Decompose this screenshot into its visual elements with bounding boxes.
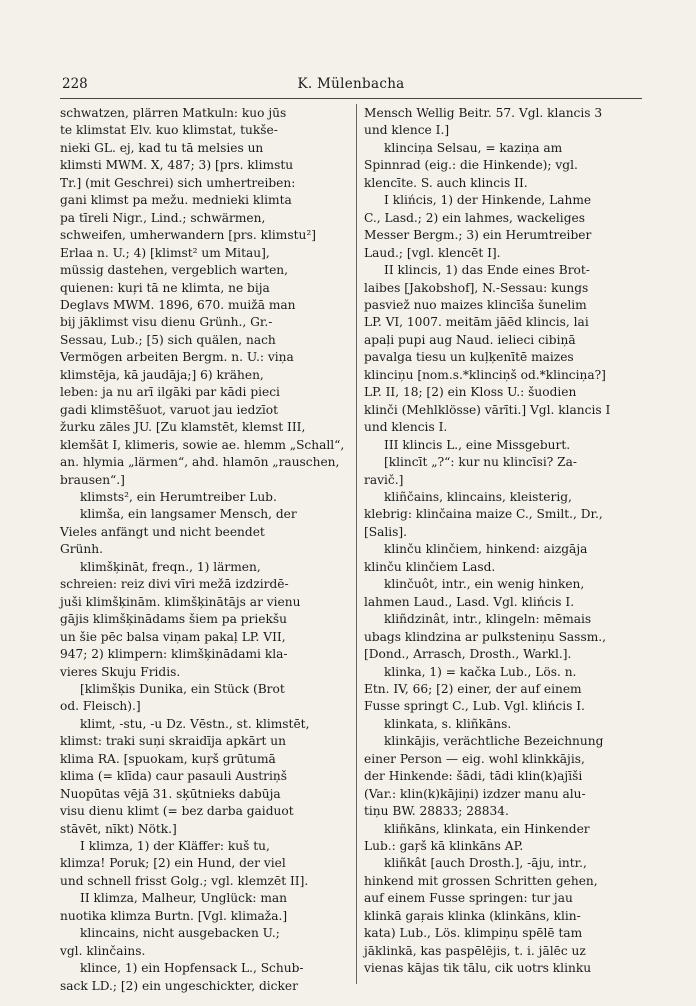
text-line: laibes [Jakobshof], N.-Sessau: kungs xyxy=(364,280,589,295)
dictionary-entry xyxy=(364,821,644,856)
text-line: juši klimšķinām. klimšķinātājs ar vienu xyxy=(60,594,301,609)
page-number: 228 xyxy=(62,76,88,92)
text-line: klinču klinčiem Lasd. xyxy=(364,559,496,574)
text-line: lahmen Laud., Lasd. Vgl. klińcis I. xyxy=(364,594,575,609)
text-line: klemšāt I, klimeris, sowie ae. hlemm „Schall“, xyxy=(60,437,345,452)
continuation-text xyxy=(364,105,644,140)
text-line: III klincis L., eine Missgeburt. xyxy=(384,437,571,452)
text-line: kata) Lub., Lös. klimpiņu spēlē tam xyxy=(364,926,583,941)
text-line: schweifen, umherwandern [prs. klimstu²] xyxy=(60,228,316,243)
text-line: quienen: kuŗi tā ne klimta, ne bija xyxy=(60,280,270,295)
text-line: leben: ja nu arī ilgāki par kādi pieci xyxy=(60,385,280,400)
text-line: und schnell frisst Golg.; vgl. klemzēt II]. xyxy=(60,873,309,888)
dictionary-entry xyxy=(364,140,644,192)
text-line: tiņu BW. 28833; 28834. xyxy=(364,804,509,819)
text-line: klinču klinčiem, hinkend: aizgāja xyxy=(384,542,588,557)
dictionary-entry xyxy=(364,437,644,454)
dictionary-entry xyxy=(364,541,644,576)
text-line: [Dond., Arrasch, Drosth., Warkl.]. xyxy=(364,647,572,662)
text-line: II klincis, 1) das Ende eines Brot- xyxy=(384,263,590,278)
text-line: klima (= klīda) caur pasauli Austriņš xyxy=(60,769,287,784)
text-line: kliñdzinât, intr., klingeln: mēmais xyxy=(384,612,592,627)
text-line: Deglavs MWM. 1896, 670. muižā man xyxy=(60,297,296,312)
dictionary-entry xyxy=(364,454,644,489)
text-line: ravič.] xyxy=(364,472,404,487)
left-column xyxy=(60,105,347,993)
text-line: einer Person — eig. wohl klinkkājis, xyxy=(364,751,585,766)
text-line: (Var.: klin(k)kājiņi) izdzer manu alu- xyxy=(364,786,586,801)
text-line: klimšķināt, freqn., 1) lärmen, xyxy=(80,559,261,574)
text-line: klince, 1) ein Hopfensack L., Schub- xyxy=(80,961,304,976)
text-line: [Salis]. xyxy=(364,524,408,539)
text-line: klinkā gaŗais klinka (klinkāns, klin- xyxy=(364,908,581,923)
text-line: klimza! Poruk; [2) ein Hund, der viel xyxy=(60,856,286,871)
dictionary-entry xyxy=(60,716,347,838)
text-line: Vermögen arbeiten Bergm. n. U.: viņa xyxy=(60,350,294,365)
text-line: klimša, ein langsamer Mensch, der xyxy=(80,507,297,522)
text-line: od. Fleisch).] xyxy=(60,699,141,714)
text-line: sack LD.; [2) ein ungeschickter, dicker xyxy=(60,978,298,993)
text-line: I klińcis, 1) der Hinkende, Lahme xyxy=(384,193,592,208)
text-line: bij jāklimst visu dienu Grünh., Gr.- xyxy=(60,315,273,330)
text-line: Vieles anfängt und nicht beendet xyxy=(60,524,265,539)
text-line: Nuopūtas vējā 31. sķūtnieks dabūja xyxy=(60,786,281,801)
text-line: Spinnrad (eig.: die Hinkende); vgl. xyxy=(364,158,578,173)
text-line: der Hinkende: šādi, tādi klin(k)ajīši xyxy=(364,769,583,784)
text-line: klinciņu [nom.s.*klinciņš od.*klinciņa?] xyxy=(364,367,606,382)
text-line: LP. II, 18; [2) ein Kloss U.: šuodien xyxy=(364,385,577,400)
text-line: kliñkāns, klinkata, ein Hinkender xyxy=(384,821,590,836)
text-line: II klimza, Malheur, Unglück: man xyxy=(80,891,287,906)
text-line: und klence I.] xyxy=(364,123,450,138)
dictionary-entry xyxy=(60,838,347,890)
text-line: C., Lasd.; 2) ein lahmes, wackeliges xyxy=(364,210,585,225)
text-line: I klimza, 1) der Kläffer: kuš tu, xyxy=(80,839,270,854)
text-line: Etn. IV, 66; [2) einer, der auf einem xyxy=(364,681,582,696)
text-line: gadi klimstēšuot, varuot jau iedzīot xyxy=(60,402,279,417)
text-line: visu dienu klimt (= bez darba gaiduot xyxy=(60,804,294,819)
text-line: klinčuôt, intr., ein wenig hinken, xyxy=(384,577,585,592)
text-line: Mensch Wellig Beitr. 57. Vgl. klancis 3 xyxy=(364,106,603,120)
text-line: vgl. klinčains. xyxy=(60,943,146,958)
text-line: Lub.: gaŗš kā klinkāns AP. xyxy=(364,839,524,854)
text-line: Laud.; [vgl. klencēt I]. xyxy=(364,245,501,260)
running-title: K. Mülenbacha xyxy=(297,76,405,92)
text-line: klinka, 1) = kačka Lub., Lös. n. xyxy=(384,664,577,679)
text-line: nuotika klimza Burtn. [Vgl. klimaža.] xyxy=(60,908,288,923)
text-line: [klincīt „?“: kur nu klincīsi? Za- xyxy=(384,455,578,470)
text-line: nieki GL. ej, kad tu tā melsies un xyxy=(60,140,264,155)
right-column xyxy=(364,105,644,983)
text-line: ubags klindzina ar pulksteniņu Sassm., xyxy=(364,629,607,644)
text-line: klinči (Mehlklösse) vārīti.] Vgl. klancis I xyxy=(364,402,611,417)
dictionary-entry xyxy=(364,576,644,611)
text-line: klinkata, s. kliñkāns. xyxy=(384,716,512,731)
dictionary-entry xyxy=(60,925,347,960)
dictionary-entry xyxy=(60,890,347,925)
text-line: vieres Skuju Fridis. xyxy=(60,664,181,679)
text-line: [klimšķis Dunika, ein Stück (Brot xyxy=(80,681,285,696)
text-line: te klimstat Elv. kuo klimstat, tukše- xyxy=(60,123,278,138)
page-header xyxy=(60,76,642,99)
text-line: auf einem Fusse springen: tur jau xyxy=(364,891,573,906)
dictionary-entry xyxy=(60,559,347,681)
text-line: klinciņa Selsau, = kaziņa am xyxy=(384,140,563,155)
column-divider xyxy=(356,104,357,984)
text-line: gājis klimšķinādams šiem pa priekšu xyxy=(60,612,287,627)
text-line: pa tīreli Nigr., Lind.; schwärmen, xyxy=(60,210,266,225)
text-line: brausen“.] xyxy=(60,472,125,487)
text-line: klimstēja, kā jaudāja;] 6) krähen, xyxy=(60,367,264,382)
text-line: kliñkât [auch Drosth.], -āju, intr., xyxy=(384,856,587,871)
text-line: schreien: reiz divi vīri mežā izdzirdē- xyxy=(60,577,289,592)
dictionary-entry xyxy=(364,262,644,437)
text-line: hinkend mit grossen Schritten gehen, xyxy=(364,873,598,888)
text-line: pasviež nuo maizes klincīša šunelim xyxy=(364,297,587,312)
text-line: Messer Bergm.; 3) ein Herumtreiber xyxy=(364,228,592,243)
text-line: apaļi pupi aug Naud. ielieci cibiņā xyxy=(364,332,576,347)
text-line: LP. VI, 1007. meitām jāēd klincis, lai xyxy=(364,315,589,330)
text-line: an. hlymia „lärmen“, ahd. hlamōn „rauschen, xyxy=(60,455,340,470)
text-line: un šie pēc balsa viņam pakaļ LP. VII, xyxy=(60,629,286,644)
dictionary-entry xyxy=(364,855,644,977)
text-line: Erlaa n. U.; 4) [klimst² um Mitau], xyxy=(60,245,270,260)
text-line: gani klimst pa mežu. mednieki klimta xyxy=(60,193,292,208)
text-line: klimsti MWM. X, 487; 3) [prs. klimstu xyxy=(60,158,294,173)
text-line: Tr.] (mit Geschrei) sich umhertreiben: xyxy=(60,175,296,190)
dictionary-entry xyxy=(60,506,347,558)
continuation-text xyxy=(60,105,347,489)
text-line: žurku zāles JU. [Zu klamstēt, klemst III, xyxy=(60,420,306,435)
text-line: klimst: traki suņi skraidīja apkārt un xyxy=(60,734,287,749)
text-line: kliñčains, klincains, kleisterig, xyxy=(384,489,572,504)
text-line: und klencis I. xyxy=(364,420,448,435)
text-line: schwatzen, plärren Matkuln: kuo jūs xyxy=(60,106,287,120)
dictionary-entry xyxy=(60,681,347,716)
dictionary-entry xyxy=(60,489,347,506)
text-line: Sessau, Lub.; [5) sich quälen, nach xyxy=(60,332,276,347)
dictionary-entry xyxy=(364,733,644,820)
text-line: pavalga tiesu un kuļķenītē maizes xyxy=(364,350,574,365)
text-line: 947; 2) klimpern: klimšķinādami kla- xyxy=(60,647,288,662)
text-line: klincains, nicht ausgebacken U.; xyxy=(80,926,280,941)
dictionary-entry xyxy=(364,716,644,733)
text-line: müssig dastehen, vergeblich warten, xyxy=(60,263,289,278)
text-line: Fusse springt C., Lub. Vgl. klińcis I. xyxy=(364,699,585,714)
text-line: Grünh. xyxy=(60,542,103,557)
dictionary-entry xyxy=(364,192,644,262)
dictionary-entry xyxy=(364,611,644,663)
dictionary-entry xyxy=(364,664,644,716)
dictionary-entry xyxy=(60,960,347,995)
text-line: klencīte. S. auch klincis II. xyxy=(364,175,528,190)
dictionary-entry xyxy=(364,489,644,541)
text-line: klima RA. [spuokam, kuŗš grūtumā xyxy=(60,751,276,766)
text-line: klimsts², ein Herumtreiber Lub. xyxy=(80,489,277,504)
text-line: klinkājis, verächtliche Bezeichnung xyxy=(384,734,604,749)
text-line: vienas kājas tik tālu, cik uotrs klinku xyxy=(364,961,592,976)
text-line: stāvēt, nīkt) Nötk.] xyxy=(60,821,177,836)
text-line: jāklinkā, kas paspēlējis, t. i. jālēc uz xyxy=(364,943,586,958)
text-line: klimt, -stu, -u Dz. Vēstn., st. klimstēt, xyxy=(80,716,310,731)
text-line: klebrig: klinčaina maize C., Smilt., Dr., xyxy=(364,507,603,522)
